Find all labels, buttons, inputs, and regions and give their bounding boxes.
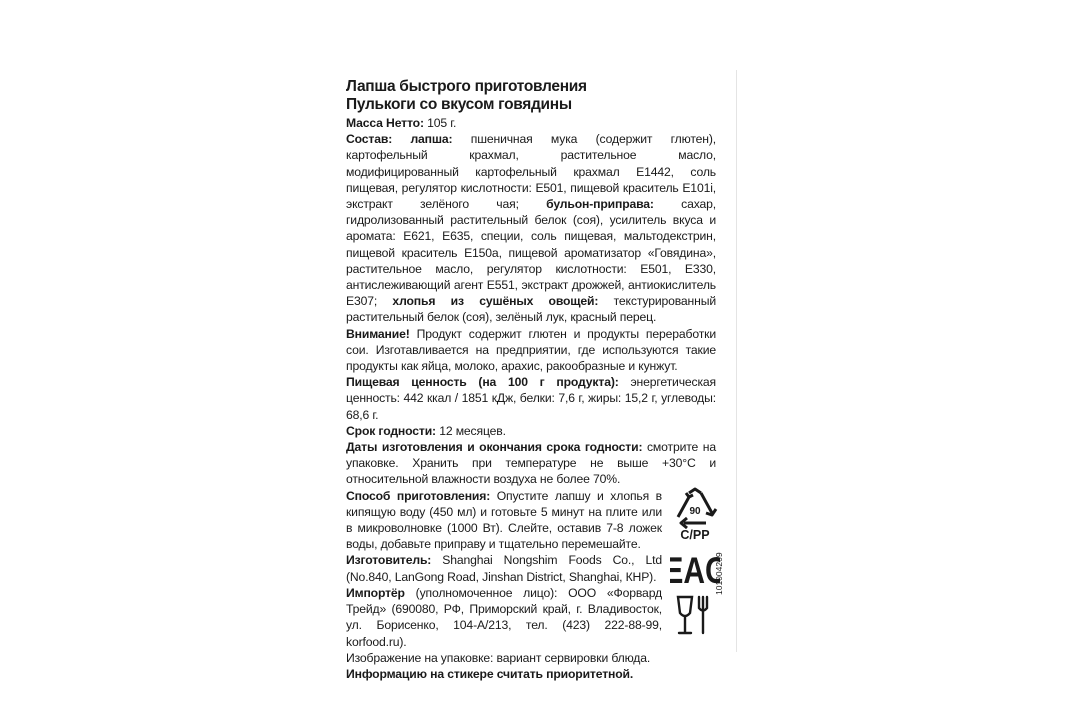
panel-divider <box>736 70 737 652</box>
importer-label: Импортёр <box>346 585 405 600</box>
marking-icons <box>670 487 720 642</box>
manufacturer-label: Изготовитель: <box>346 553 432 568</box>
shelf-life-label: Срок годности: <box>346 423 436 438</box>
product-label <box>346 78 716 682</box>
composition-label: Состав: <box>346 132 393 147</box>
flakes-label: хлопья из сушёных овощей: <box>377 294 599 309</box>
net-mass <box>346 115 716 131</box>
recycle-number: 90 <box>689 506 701 517</box>
net-mass-label: Масса Нетто: <box>346 116 424 130</box>
composition <box>346 131 716 325</box>
dates <box>346 439 716 488</box>
dates-label: Даты изготовления и окончания срока годности: <box>346 440 643 455</box>
broth-label: бульон-приправа: <box>518 197 654 212</box>
net-mass-value: 105 г. <box>423 116 457 130</box>
manufacturer-text: Shanghai Nongshim Foods Co., Ltd (No.840, LanGong Road, Jinshan District, Shanghai, КНР). <box>346 553 662 584</box>
warning-label: Внимание! <box>346 326 410 341</box>
shelf-life <box>346 423 716 439</box>
broth-text: сахар, гидролизованный растительный белок (соя), усилитель вкуса и аромата: Е621, Е635, специи, соль пищевая, мальтодекстрин, пищевой краситель Е150а, пищевой ароматизатор «Говядина», растительное масло, регулятор кислотности: Е501, Е330, антислеживающий агент Е551, экстракт дрожжей, антиокислитель Е307; <box>346 197 716 309</box>
preparation-label: Способ приготовления: <box>346 488 491 503</box>
title-line-2: Пулькоги со вкусом говядины <box>346 95 572 113</box>
sticker-note <box>346 666 716 682</box>
shelf-life-value: 12 месяцев. <box>435 423 506 438</box>
marking-icons-svg <box>670 487 720 637</box>
food-contact-icon <box>678 597 707 633</box>
importer <box>346 585 662 650</box>
manufacturer <box>346 552 662 584</box>
product-code: 101004209 <box>714 552 724 595</box>
title-line-1: Лапша быстрого приготовления <box>346 78 587 95</box>
preparation <box>346 488 662 553</box>
preparation-text: Опустите лапшу и хлопья в кипящую воду (450 мл) и готовьте 5 минут на плите или в микроволновке (1000 Вт). Слейте, оставив 7-8 ложек воды, добавьте приправу и тщательно перемешайте. <box>346 488 662 552</box>
importer-text: (уполномоченное лицо): ООО «Форвард Трейд» (690080, РФ, Приморский край, г. Владивосток, ул. Борисенко, 104-А/213, тел. (423) 222-88-99, korfood.ru). <box>346 585 662 649</box>
warning <box>346 326 716 375</box>
noodle-text: пшеничная мука (содержит глютен), картофельный крахмал, растительное масло, модифицированный картофельный крахмал Е1442, соль пищевая, регулятор кислотности: Е501, пищевой краситель Е101i, экстракт зелёного чая; <box>346 132 717 212</box>
dates-text: смотрите на упаковке. Хранить при температуре не выше +30°С и относительной влажности воздуха не более 70%. <box>346 440 716 487</box>
warning-text: Продукт содержит глютен и продукты переработки сои. Изготавливается на предприятии, где используются такие продукты как яйца, молоко, арахис, ракообразные и кунжут. <box>346 326 716 374</box>
nutrition-text: энергетическая ценность: 442 ккал / 1851 кДж, белки: 7,6 г, жиры: 15,2 г, углеводы: 68,6 г. <box>346 375 716 422</box>
product-title <box>346 78 716 113</box>
noodle-label: лапша: <box>392 132 453 147</box>
flakes-text: текстурированный растительный белок (соя), зелёный лук, красный перец. <box>346 294 716 325</box>
nutrition <box>346 374 716 423</box>
sticker-note-text: Информацию на стикере считать приоритетной. <box>346 666 634 681</box>
eac-mark: A <box>683 550 706 593</box>
serving-note: Изображение на упаковке: вариант сервировки блюда. <box>346 650 651 665</box>
nutrition-label: Пищевая ценность (на 100 г продукта): <box>346 375 619 390</box>
recycle-material: C/PP <box>680 528 710 542</box>
